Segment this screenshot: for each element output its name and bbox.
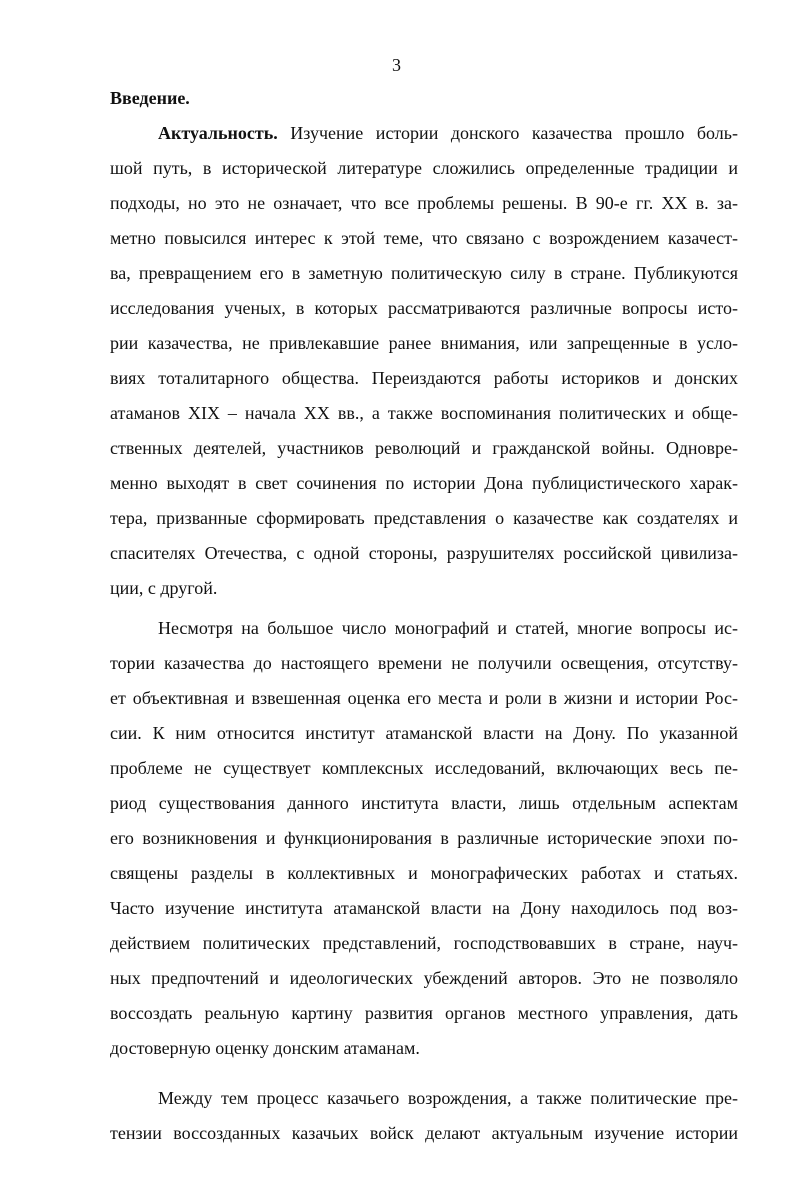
paragraph-text: Изучение истории донского казачества прошло боль- [277,123,738,143]
paragraph-2-line: ных предпочтений и идеологических убеждений авторов. Это не позволяло [110,968,738,988]
paragraph-2-line: Часто изучение института атаманской власти на Дону находилось под воз- [110,898,738,918]
paragraph-2-line: Несмотря на большое число монографий и статей, многие вопросы ис- [158,618,738,638]
paragraph-2-line: сии. К ним относится институт атаманской власти на Дону. По указанной [110,723,738,743]
paragraph-2-line: его возникновения и функционирования в различные исторические эпохи по- [110,828,738,848]
paragraph-2-line: достоверную оценку донским атаманам. [110,1038,420,1058]
paragraph-3-line: тензии воссозданных казачьих войск делают актуальным изучение истории [110,1123,738,1143]
paragraph-2-line: риод существования данного института власти, лишь отдельным аспектам [110,793,738,813]
section-heading: Введение. [110,88,190,108]
paragraph-1-line: тера, призванные сформировать представления о казачестве как создателях и [110,508,738,528]
paragraph-1-line: менно выходят в свет сочинения по истории Дона публицистического харак- [110,473,738,493]
paragraph-1-line: виях тоталитарного общества. Переиздаются работы историков и донских [110,368,738,388]
paragraph-2-line: действием политических представлений, господствовавших в стране, науч- [110,933,738,953]
paragraph-lead-term: Актуальность. [158,123,278,143]
paragraph-2-line: проблеме не существует комплексных исследований, включающих весь пе- [110,758,738,778]
paragraph-1-line: ва, превращением его в заметную политическую силу в стране. Публикуются [110,263,738,283]
paragraph-1-line: подходы, но это не означает, что все проблемы решены. В 90-е гг. XX в. за- [110,193,738,213]
paragraph-2-line: священы разделы в коллективных и монографических работах и статьях. [110,863,738,883]
page-number: 3 [392,55,401,75]
paragraph-1-line: спасителях Отечества, с одной стороны, разрушителях российской цивилиза- [110,543,738,563]
paragraph-1-line: ции, с другой. [110,578,218,598]
paragraph-1-line: шой путь, в исторической литературе сложились определенные традиции и [110,158,738,178]
paragraph-2-line: тории казачества до настоящего времени не получили освещения, отсутству- [110,653,738,673]
paragraph-1-line: рии казачества, не привлекавшие ранее внимания, или запрещенные в усло- [110,333,738,353]
paragraph-1-line: ственных деятелей, участников революций и гражданской войны. Одновре- [110,438,738,458]
paragraph-1-line [158,121,738,145]
paragraph-1-line: исследования ученых, в которых рассматриваются различные вопросы исто- [110,298,738,318]
paragraph-2-line: воссоздать реальную картину развития органов местного управления, дать [110,1003,738,1023]
paragraph-1-line: метно повысился интерес к этой теме, что связано с возрождением казачест- [110,228,738,248]
paragraph-2-line: ет объективная и взвешенная оценка его места и роли в жизни и истории Рос- [110,688,738,708]
paragraph-3-line: Между тем процесс казачьего возрождения, а также политические пре- [158,1088,738,1108]
paragraph-1-line: атаманов XIX – начала XX вв., а также воспоминания политических и обще- [110,403,738,423]
